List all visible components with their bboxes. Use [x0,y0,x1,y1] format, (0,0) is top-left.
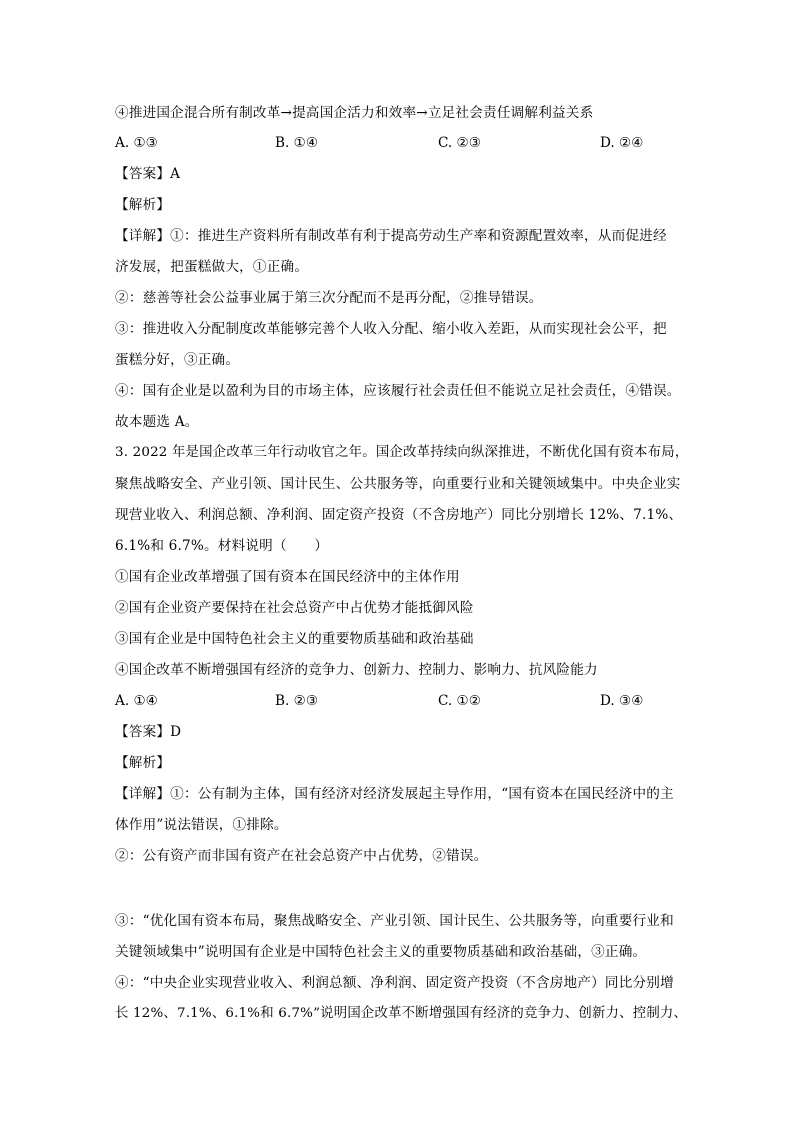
q3-item-2: ②国有企业资产要保持在社会总资产中占优势才能抵御风险 [115,600,474,616]
q3-detail-line: ②：公有资产而非国有资产在社会总资产中占优势，②错误。 [115,848,488,864]
q3-item-1: ①国有企业改革增强了国有资本在国民经济中的主体作用 [115,569,460,585]
q2-item-4: ④推进国企混合所有制改革→提高国企活力和效率→立足社会责任调解利益关系 [115,105,594,121]
q2-detail-line: ③：推进收入分配制度改革能够完善个人收入分配、缩小收入差距，从而实现社会公平，把 [115,321,667,337]
q3-stem-line: 聚焦战略安全、产业引领、国计民生、公共服务等，向重要行业和关键领域集中。中央企业实 [115,476,681,492]
q2-option-c: C. ②③ [438,135,481,151]
q2-answer: 【答案】A [115,166,181,182]
q3-detail-line: 长 12%、7.1%、6.1%和 6.7%”说明国企改革不断增强国有经济的竞争力、创新力、控制力、 [115,1006,688,1021]
q3-detail-line: ③：“优化国有资本布局，聚焦战略安全、产业引领、国计民生、公共服务等，向重要行业和 [115,913,674,929]
q3-option-d: D. ③④ [600,693,644,709]
q3-item-3: ③国有企业是中国特色社会主义的重要物质基础和政治基础 [115,631,474,647]
q3-stem-line: 6.1%和 6.7%。材料说明（ ） [115,538,329,554]
q3-option-b: B. ②③ [275,693,319,709]
q2-option-a: A. ①③ [115,135,158,151]
q2-detail-line: ④：国有企业是以盈利为目的市场主体，应该履行社会责任但不能说立足社会责任，④错误。 [115,383,681,399]
q2-option-d: D. ②④ [600,135,644,151]
q3-item-4: ④国企改革不断增强国有经济的竞争力、创新力、控制力、影响力、抗风险能力 [115,662,598,678]
q3-stem-line: 现营业收入、利润总额、净利润、固定资产投资（不含房地产）同比分别增长 12%、7.1%、 [115,507,683,523]
q3-detail-line: 关键领域集中”说明国有企业是中国特色社会主义的重要物质基础和政治基础，③正确。 [115,944,647,960]
q3-option-a: A. ①④ [115,693,158,709]
q2-detail-line: 【详解】①：推进生产资料所有制改革有利于提高劳动生产率和资源配置效率，从而促进经 [115,228,667,244]
q3-option-c: C. ①② [438,693,481,709]
q3-stem-line: 3. 2022 年是国企改革三年行动收官之年。国企改革持续向纵深推进，不断优化国有资本布局， [115,445,689,460]
q2-conclusion: 故本题选 A。 [115,414,199,430]
q3-detail-line: ④：“中央企业实现营业收入、利润总额、净利润、固定资产投资（不含房地产）同比分别增 [115,975,674,991]
q2-detail-line: ②：慈善等社会公益事业属于第三次分配而不是再分配，②推导错误。 [115,290,543,306]
q3-detail-line: 【详解】①：公有制为主体，国有经济对经济发展起主导作用，“国有资本在国民经济中的主 [115,786,674,802]
q2-option-b: B. ①④ [275,135,319,151]
q3-analysis-heading: 【解析】 [115,755,171,771]
q2-detail-line: 济发展，把蛋糕做大，①正确。 [115,259,309,275]
q2-detail-line: 蛋糕分好，③正确。 [115,352,240,368]
q2-analysis-heading: 【解析】 [115,197,171,213]
q3-detail-line: 体作用”说法错误，①排除。 [115,817,288,833]
q3-answer: 【答案】D [115,724,182,740]
